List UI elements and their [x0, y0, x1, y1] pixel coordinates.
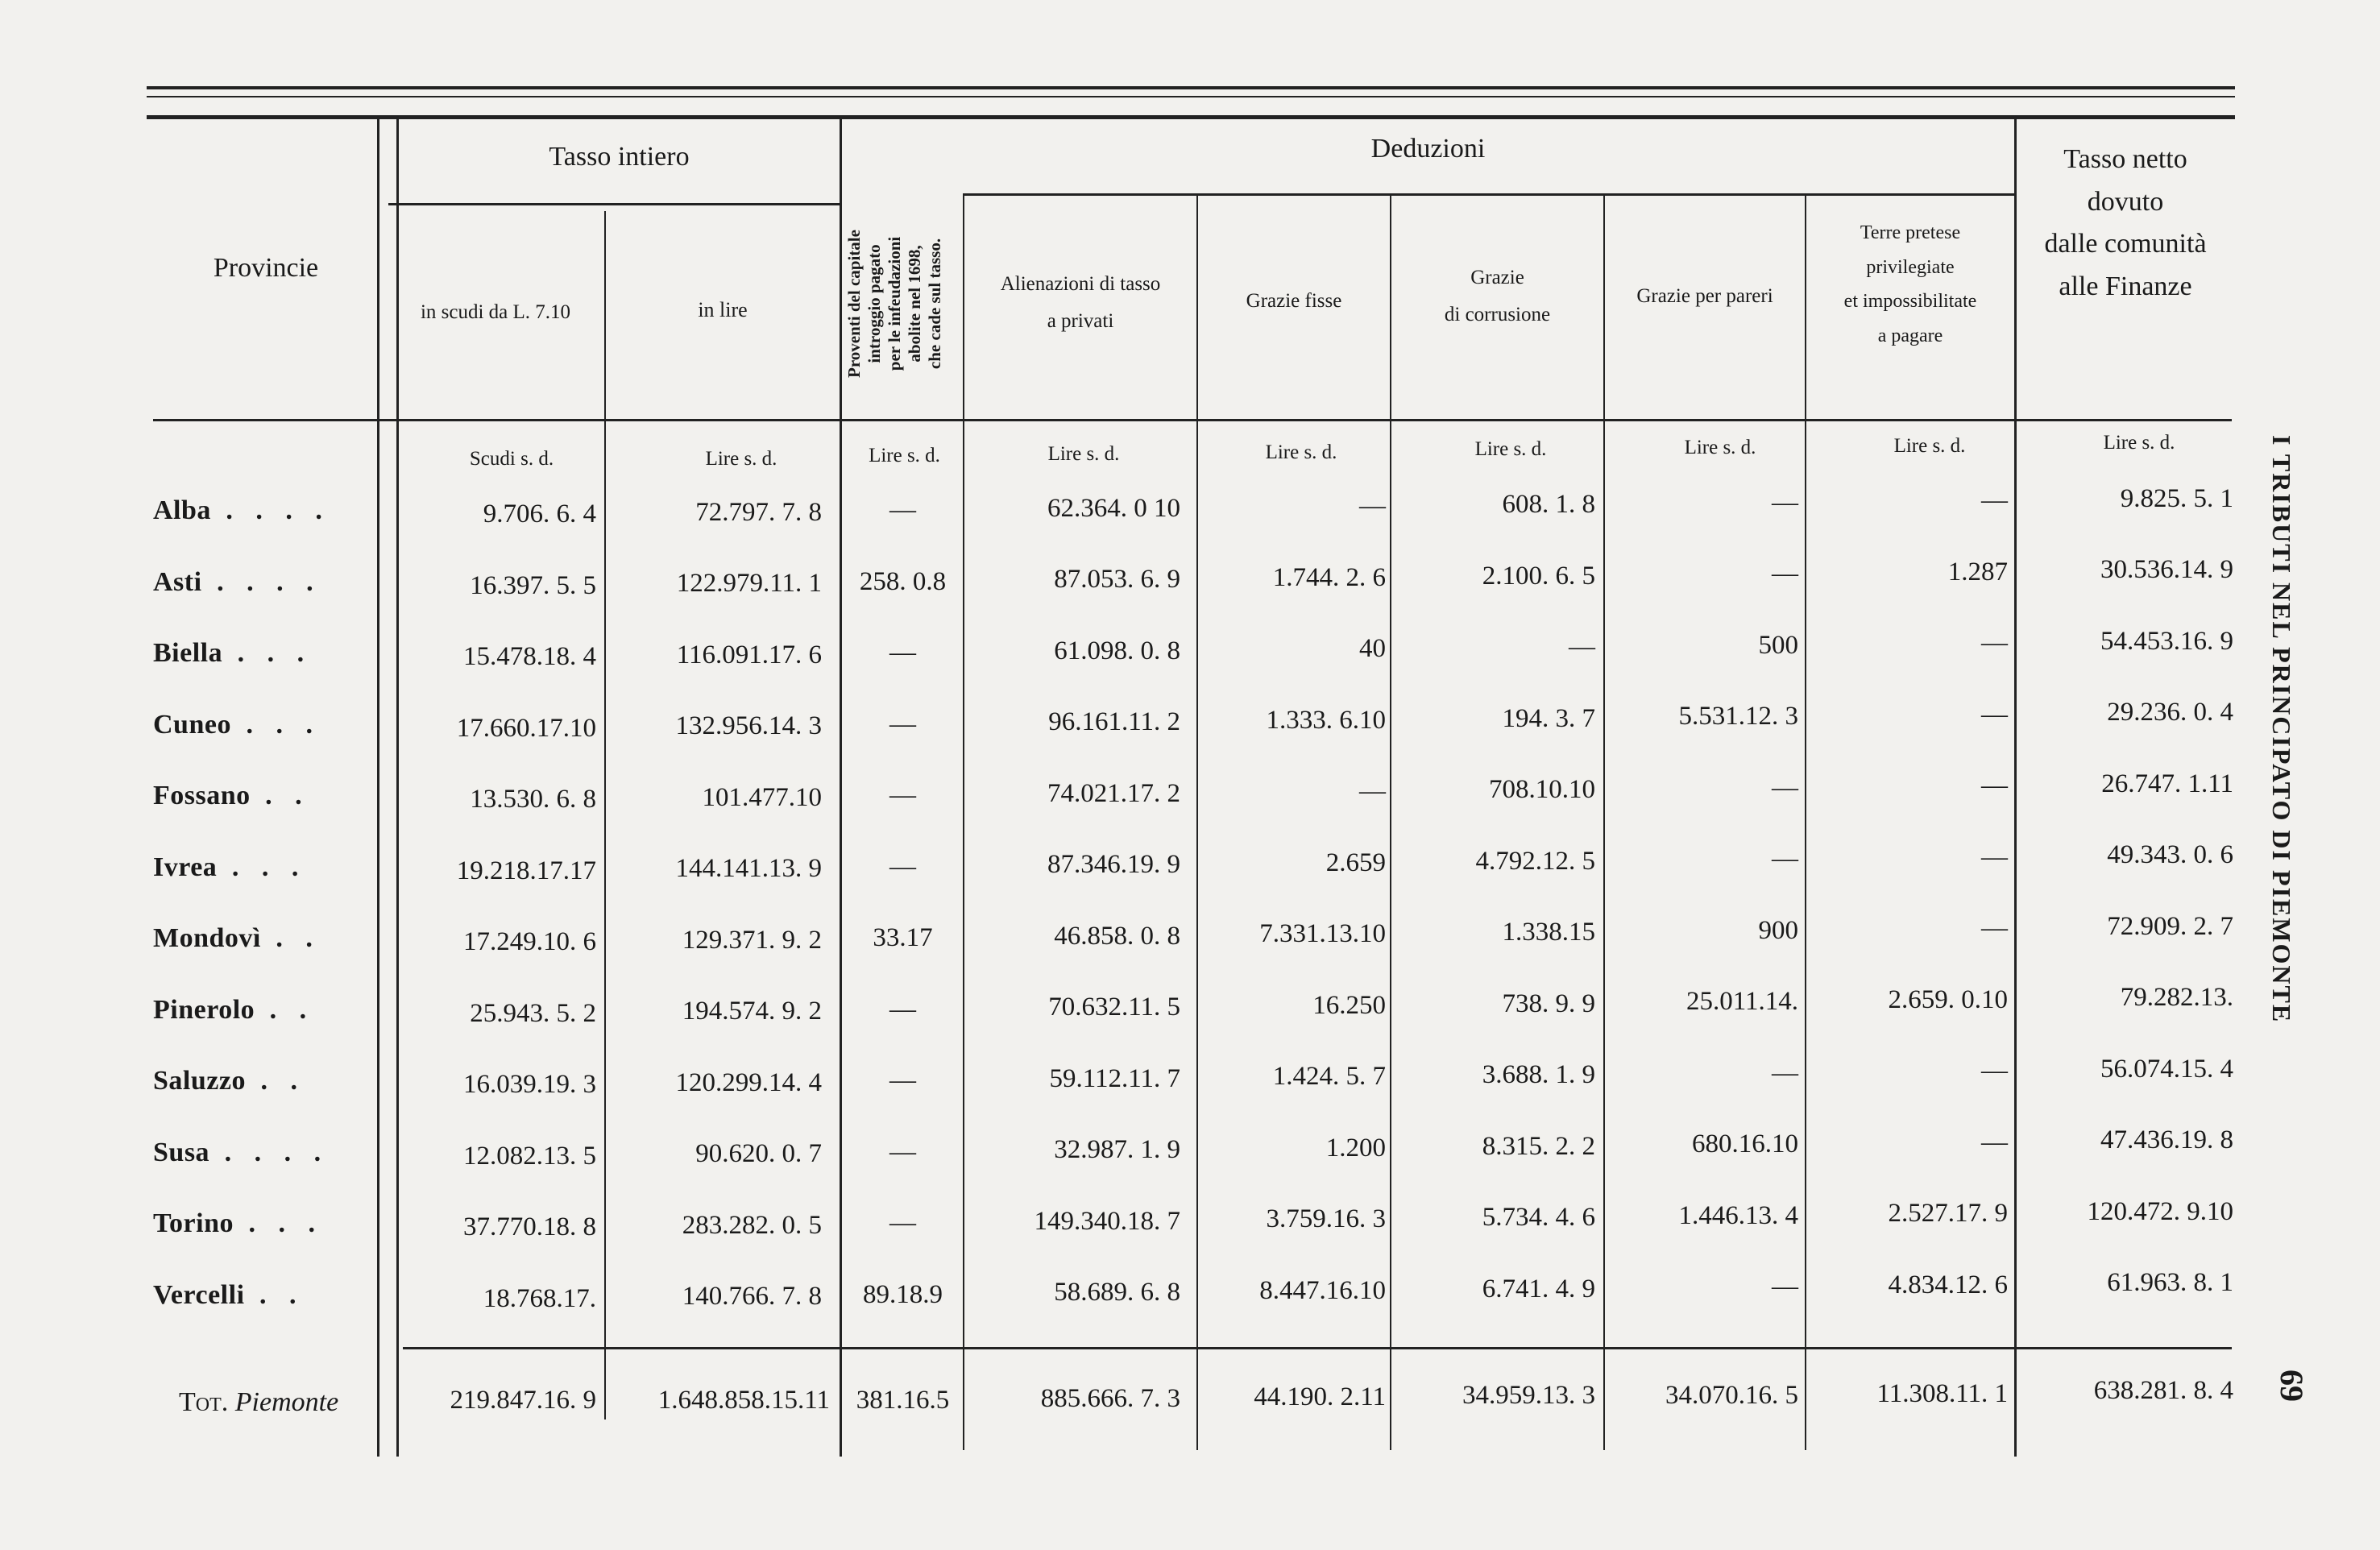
cell-corrusione: 2.100. 6. 5 [1482, 561, 1595, 591]
col-rule-deduzioni [840, 119, 842, 1457]
cell-lire: 116.091.17. 6 [676, 640, 822, 669]
total-label-region: Piemonte [234, 1387, 339, 1417]
cell-netto: 79.282.13. [2120, 983, 2233, 1013]
provincia-label [153, 710, 321, 740]
cell-scudi: 16.397. 5. 5 [470, 570, 596, 600]
cell-terre: 1.287 [1947, 557, 2008, 586]
cell-proventi: — [889, 1208, 916, 1238]
cell-netto: 26.747. 1.11 [2101, 769, 2233, 798]
cell-scudi: 17.660.17.10 [456, 713, 596, 743]
header-rule-thick [147, 115, 2235, 119]
provincia-label [153, 781, 310, 811]
col-rule-proventi [963, 193, 964, 1450]
header-proventi-line-4: abolite nel 1698, [905, 245, 924, 363]
unit-lire-pareri: Lire s. d. [1684, 437, 1756, 458]
cell-proventi: — [889, 1066, 916, 1096]
cell-grazie-fisse: 1.200 [1325, 1133, 1386, 1162]
cell-netto: 9.825. 5. 1 [2120, 483, 2233, 513]
provincia-name: Fossano [153, 781, 251, 810]
cell-pareri: — [1772, 487, 1798, 517]
cell-proventi: — [889, 495, 916, 525]
cell-grazie-fisse: 40 [1359, 634, 1386, 664]
header-terre-pretese [1806, 216, 2014, 354]
cell-grazie-fisse: 8.447.16.10 [1259, 1275, 1386, 1305]
cell-proventi: — [889, 638, 916, 668]
header-netto-line-3: dalle comunità [2044, 229, 2207, 259]
header-proventi-line-2: introggio pagato [865, 244, 884, 363]
header-proventi [844, 195, 945, 412]
cell-scudi: 13.530. 6. 8 [470, 785, 596, 814]
provincia-name: Alba [153, 495, 211, 525]
provincia-label [153, 995, 314, 1026]
cell-terre: — [1981, 1056, 2008, 1086]
cell-grazie-fisse: 1.424. 5. 7 [1272, 1062, 1386, 1092]
total-top-rule [403, 1347, 2232, 1349]
cell-terre: — [1981, 842, 2008, 872]
cell-pareri: 900 [1758, 915, 1798, 945]
unit-scudi: Scudi s. d. [469, 448, 554, 470]
leader-dots: . . [255, 994, 315, 1025]
header-provincie: Provincie [213, 253, 319, 283]
cell-netto: 54.453.16. 9 [2100, 626, 2233, 656]
cell-alienazioni: 87.346.19. 9 [1047, 850, 1180, 880]
leader-dots: . . . [230, 709, 321, 740]
tasso-intiero-underline [388, 203, 840, 205]
total-netto: 638.281. 8. 4 [2093, 1376, 2233, 1405]
cell-alienazioni: 70.632.11. 5 [1048, 993, 1180, 1022]
cell-corrusione: 1.338.15 [1502, 918, 1595, 947]
cell-scudi: 19.218.17.17 [456, 856, 596, 885]
total-terre: 11.308.11. 1 [1876, 1379, 2008, 1408]
cell-pareri: 5.531.12. 3 [1678, 702, 1798, 731]
cell-proventi: — [889, 781, 916, 810]
cell-corrusione: 608. 1. 8 [1502, 490, 1595, 519]
cell-lire: 122.979.11. 1 [676, 569, 822, 599]
header-grazie-pareri: Grazie per pareri [1636, 285, 1773, 307]
cell-proventi: 33.17 [873, 923, 933, 953]
header-terre-line-2: privilegiate [1866, 256, 1955, 278]
cell-proventi: — [889, 1137, 916, 1167]
cell-corrusione: 5.734. 4. 6 [1482, 1203, 1595, 1232]
provincia-label [153, 567, 321, 598]
cell-grazie-fisse: 3.759.16. 3 [1266, 1204, 1386, 1234]
running-head: I TRIBUTI NEL PRINCIPATO DI PIEMONTE [2267, 435, 2296, 1024]
cell-corrusione: 8.315. 2. 2 [1482, 1131, 1595, 1161]
cell-grazie-fisse: — [1359, 491, 1386, 521]
unit-lire-grazie-fisse: Lire s. d. [1265, 441, 1337, 463]
cell-netto: 29.236. 0. 4 [2107, 698, 2233, 727]
cell-alienazioni: 46.858. 0. 8 [1054, 921, 1180, 951]
total-corrusione: 34.959.13. 3 [1462, 1381, 1595, 1410]
cell-netto: 47.436.19. 8 [2100, 1125, 2233, 1155]
cell-netto: 61.963. 8. 1 [2107, 1268, 2233, 1298]
provincia-label [153, 1066, 305, 1096]
provincia-name: Susa [153, 1137, 210, 1167]
header-netto-line-2: dovuto [2087, 186, 2164, 217]
cell-netto: 30.536.14. 9 [2100, 555, 2233, 585]
cell-pareri: — [1772, 773, 1798, 802]
header-proventi-line-5: che cade sul tasso. [925, 238, 944, 370]
header-tasso-netto [2017, 139, 2234, 309]
cell-corrusione: 4.792.12. 5 [1475, 846, 1595, 876]
provincia-label [153, 1138, 329, 1168]
provincia-name: Saluzzo [153, 1066, 246, 1096]
unit-lire-terre: Lire s. d. [1893, 435, 1966, 457]
cell-lire: 144.141.13. 9 [675, 854, 822, 884]
header-proventi-line-3: per le infeudazioni [885, 236, 904, 371]
total-lire: 1.648.858.15.11 [657, 1386, 830, 1415]
cell-pareri: — [1772, 844, 1798, 874]
leader-dots: . . . [222, 638, 313, 668]
header-alienazioni-line-1: Alienazioni di tasso [1000, 273, 1161, 295]
cell-alienazioni: 32.987. 1. 9 [1054, 1135, 1180, 1165]
cell-lire: 72.797. 7. 8 [695, 497, 822, 527]
leader-dots: . . . [217, 852, 307, 882]
cell-scudi: 18.768.17. [483, 1283, 596, 1313]
header-corrusione-line-1: Grazie [1470, 267, 1524, 288]
cell-pareri: 500 [1758, 630, 1798, 660]
cell-proventi: — [889, 852, 916, 881]
cell-terre: — [1981, 914, 2008, 943]
provincia-name: Asti [153, 566, 202, 597]
header-terre-line-1: Terre pretese [1860, 222, 1961, 243]
unit-lire-alienazioni: Lire s. d. [1047, 443, 1120, 465]
cell-grazie-fisse: 16.250 [1312, 990, 1386, 1020]
cell-pareri: 1.446.13. 4 [1678, 1200, 1798, 1230]
cell-alienazioni: 58.689. 6. 8 [1054, 1278, 1180, 1308]
cell-scudi: 16.039.19. 3 [463, 1070, 596, 1099]
top-double-rule-1 [147, 86, 2235, 89]
cell-proventi: 89.18.9 [863, 1279, 943, 1309]
cell-lire: 101.477.10 [702, 782, 822, 812]
leader-dots: . . . . [209, 1137, 330, 1167]
cell-terre: — [1981, 771, 2008, 801]
header-tasso-intiero: Tasso intiero [549, 142, 690, 172]
cell-pareri: — [1772, 1272, 1798, 1302]
cell-lire: 120.299.14. 4 [675, 1067, 822, 1097]
cell-netto: 56.074.15. 4 [2100, 1054, 2233, 1084]
cell-lire: 194.574. 9. 2 [682, 997, 822, 1026]
cell-pareri: — [1772, 1058, 1798, 1088]
cell-netto: 49.343. 0. 6 [2107, 840, 2233, 870]
cell-proventi: 258. 0.8 [859, 566, 947, 596]
leader-dots: . . [245, 1066, 305, 1096]
provincia-name: Mondovì [153, 923, 261, 953]
cell-scudi: 37.770.18. 8 [463, 1212, 596, 1241]
cell-alienazioni: 62.364. 0 10 [1047, 493, 1180, 523]
cell-scudi: 9.706. 6. 4 [483, 499, 596, 528]
unit-lire-corrusione: Lire s. d. [1474, 438, 1547, 460]
cell-terre: — [1981, 628, 2008, 658]
cell-corrusione: 6.741. 4. 9 [1482, 1274, 1595, 1303]
col-rule-grazie-fisse [1390, 193, 1391, 1450]
leader-dots: . . . [234, 1208, 324, 1238]
col-rule-corrusione [1603, 193, 1605, 1450]
provincia-name: Ivrea [153, 852, 218, 882]
header-grazie-fisse: Grazie fisse [1246, 290, 1342, 312]
cell-grazie-fisse: 1.333. 6.10 [1266, 705, 1386, 735]
cell-proventi: — [889, 709, 916, 739]
header-bottom-rule [153, 419, 2232, 421]
cell-scudi: 15.478.18. 4 [463, 642, 596, 671]
provincia-label [153, 495, 330, 526]
cell-alienazioni: 74.021.17. 2 [1047, 778, 1180, 808]
provincia-label [153, 923, 321, 954]
cell-scudi: 12.082.13. 5 [463, 1141, 596, 1171]
col-rule-provincie [377, 119, 379, 1457]
cell-lire: 129.371. 9. 2 [682, 925, 822, 955]
header-netto-line-4: alle Finanze [2059, 271, 2192, 302]
cell-alienazioni: 87.053. 6. 9 [1054, 565, 1180, 595]
cell-grazie-fisse: — [1359, 777, 1386, 806]
leader-dots: . . [250, 781, 310, 810]
leader-dots: . . . . [201, 566, 321, 597]
total-pareri: 34.070.16. 5 [1665, 1381, 1798, 1410]
cell-alienazioni: 61.098. 0. 8 [1054, 636, 1180, 665]
total-alienazioni: 885.666. 7. 3 [1040, 1384, 1180, 1413]
total-label [179, 1387, 338, 1418]
cell-pareri: 680.16.10 [1692, 1129, 1798, 1159]
cell-scudi: 25.943. 5. 2 [470, 998, 596, 1028]
cell-netto: 120.472. 9.10 [2087, 1196, 2233, 1226]
cell-terre: 2.659. 0.10 [1888, 984, 2008, 1014]
header-grazie-corrusione [1391, 259, 1603, 334]
provincia-name: Torino [153, 1208, 234, 1238]
header-terre-line-3: et impossibilitate [1843, 291, 1977, 313]
cell-grazie-fisse: 1.744. 2. 6 [1272, 562, 1386, 592]
col-rule-pareri [1805, 193, 1806, 1450]
cell-terre: 2.527.17. 9 [1888, 1199, 2008, 1229]
cell-terre: — [1981, 699, 2008, 729]
total-grazie-fisse: 44.190. 2.11 [1254, 1382, 1386, 1411]
col-rule-alienazioni [1196, 193, 1198, 1450]
provincia-name: Biella [153, 638, 223, 668]
header-alienazioni [964, 266, 1196, 341]
header-in-scudi: in scudi da L. 7.10 [420, 301, 571, 323]
unit-lire-intiero: Lire s. d. [705, 448, 777, 470]
unit-lire-proventi: Lire s. d. [869, 445, 940, 466]
cell-corrusione: 3.688. 1. 9 [1482, 1060, 1595, 1089]
provincia-name: Pinerolo [153, 994, 255, 1025]
header-deduzioni: Deduzioni [1370, 134, 1486, 164]
unit-lire-netto: Lire s. d. [2103, 432, 2175, 454]
provincia-label [153, 638, 312, 669]
cell-grazie-fisse: 2.659 [1325, 848, 1386, 877]
cell-proventi: — [889, 994, 916, 1024]
leader-dots: . . . . [210, 495, 330, 525]
cell-lire: 90.620. 0. 7 [695, 1139, 822, 1169]
cell-lire: 140.766. 7. 8 [682, 1282, 822, 1312]
cell-terre: 4.834.12. 6 [1888, 1270, 2008, 1299]
cell-terre: — [1981, 1127, 2008, 1157]
provincia-label [153, 1280, 305, 1311]
header-corrusione-line-2: di corrusione [1444, 304, 1551, 326]
col-rule-scudi-lire [604, 211, 606, 1419]
provincia-label [153, 1208, 323, 1239]
total-label-prefix: Tot. [179, 1387, 229, 1417]
total-proventi: 381.16.5 [856, 1386, 950, 1415]
deduzioni-underline [963, 193, 2014, 196]
cell-pareri: 25.011.14. [1685, 987, 1798, 1017]
header-in-lire: in lire [698, 298, 748, 321]
page-number: 69 [2274, 1370, 2310, 1402]
cell-alienazioni: 96.161.11. 2 [1048, 707, 1180, 737]
header-proventi-line-1: Proventi del capitale [844, 230, 864, 378]
col-rule-terre [2014, 119, 2017, 1457]
total-scudi: 219.847.16. 9 [450, 1386, 596, 1415]
cell-grazie-fisse: 7.331.13.10 [1259, 919, 1386, 949]
provincia-label [153, 852, 306, 883]
leader-dots: . . [260, 923, 321, 953]
cell-scudi: 17.249.10. 6 [463, 927, 596, 956]
cell-corrusione: 738. 9. 9 [1502, 988, 1595, 1018]
cell-alienazioni: 149.340.18. 7 [1034, 1206, 1180, 1236]
cell-netto: 72.909. 2. 7 [2107, 911, 2233, 941]
header-netto-line-1: Tasso netto [2063, 144, 2187, 174]
cell-corrusione: 194. 3. 7 [1502, 703, 1595, 733]
provincia-name: Cuneo [153, 709, 231, 740]
provincia-name: Vercelli [153, 1279, 245, 1310]
header-terre-line-4: a pagare [1877, 325, 1943, 347]
header-alienazioni-line-2: a privati [1047, 310, 1114, 333]
cell-terre: — [1981, 486, 2008, 516]
cell-corrusione: 708.10.10 [1489, 775, 1595, 804]
cell-corrusione: — [1569, 632, 1595, 661]
top-double-rule-2 [147, 96, 2235, 97]
leader-dots: . . [244, 1279, 305, 1310]
cell-lire: 283.282. 0. 5 [682, 1210, 822, 1240]
cell-pareri: — [1772, 559, 1798, 589]
cell-lire: 132.956.14. 3 [675, 711, 822, 741]
cell-alienazioni: 59.112.11. 7 [1049, 1063, 1180, 1093]
